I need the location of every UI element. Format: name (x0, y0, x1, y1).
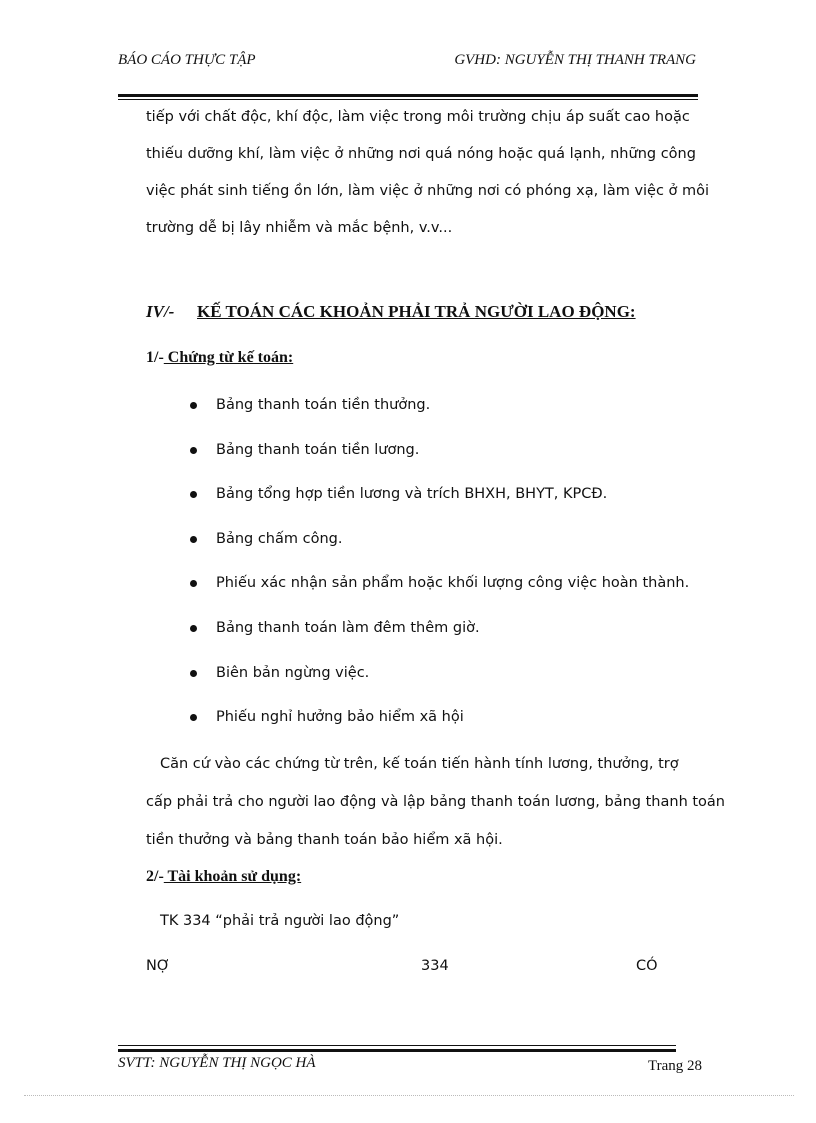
report-title: BÁO CÁO THỰC TẬP (118, 52, 256, 68)
subsection-title: Chứng từ kế toán: (163, 349, 294, 366)
intro-line: thiếu dưỡng khí, làm việc ở những nơi quá nóng hoặc quá lạnh, những công (146, 146, 696, 162)
subsection-number: 2/- (146, 868, 164, 885)
student-name: SVTT: NGUYỄN THỊ NGỌC HÀ (118, 1055, 316, 1071)
list-item: Bảng thanh toán tiền thưởng. (190, 390, 689, 435)
bullet-icon (190, 670, 197, 677)
basis-line: Căn cứ vào các chứng từ trên, kế toán tiến hành tính lương, thưởng, trợ (160, 756, 679, 772)
basis-paragraph (146, 745, 726, 859)
intro-line: trường dễ bị lây nhiễm và mắc bệnh, v.v... (146, 220, 453, 236)
subsection-documents-heading (146, 349, 293, 367)
subsection-title: Tài khoản sử dụng: (163, 868, 302, 885)
list-item: Bảng thanh toán tiền lương. (190, 435, 689, 480)
intro-line: tiếp với chất độc, khí độc, làm việc trong môi trường chịu áp suất cao hoặc (146, 109, 690, 125)
subsection-number: 1/- (146, 349, 164, 366)
list-item: Bảng chấm công. (190, 524, 689, 569)
page-header (118, 52, 696, 76)
bullet-icon (190, 580, 197, 587)
basis-line: tiền thưởng và bảng thanh toán bảo hiểm xã hội. (146, 832, 503, 848)
subsection-accounts-heading (146, 868, 301, 886)
account-number: 334 (421, 958, 449, 974)
footer-rule-thick (118, 1049, 676, 1052)
list-item: Bảng tổng hợp tiền lương và trích BHXH, BHYT, KPCĐ. (190, 479, 689, 524)
header-rule-thick (118, 94, 698, 97)
intro-paragraph (146, 99, 710, 247)
page-boundary (24, 1095, 794, 1096)
bullet-icon (190, 491, 197, 498)
list-item: Phiếu xác nhận sản phẩm hoặc khối lượng công việc hoàn thành. (190, 568, 689, 613)
bullet-icon (190, 402, 197, 409)
section-number: IV/- (146, 302, 175, 321)
intro-line: việc phát sinh tiếng ồn lớn, làm việc ở những nơi có phóng xạ, làm việc ở môi (146, 183, 710, 199)
bullet-icon (190, 447, 197, 454)
list-item: Phiếu nghỉ hưởng bảo hiểm xã hội (190, 702, 689, 747)
bullet-icon (190, 536, 197, 543)
bullet-icon (190, 714, 197, 721)
section-title: KẾ TOÁN CÁC KHOẢN PHẢI TRẢ NGƯỜI LAO ĐỘNG: (197, 302, 636, 321)
credit-label: CÓ (636, 958, 658, 974)
list-item: Biên bản ngừng việc. (190, 658, 689, 703)
section-heading (146, 302, 636, 322)
debit-label: NỢ (146, 958, 171, 974)
bullet-icon (190, 625, 197, 632)
documents-list (190, 390, 689, 747)
footer-rule-thin (118, 1045, 676, 1046)
basis-line: cấp phải trả cho người lao động và lập bảng thanh toán lương, bảng thanh toán (146, 794, 726, 810)
list-item: Bảng thanh toán làm đêm thêm giờ. (190, 613, 689, 658)
page-number: Trang 28 (648, 1058, 703, 1074)
supervisor-name: GVHD: NGUYỄN THỊ THANH TRANG (454, 52, 696, 68)
account-description: TK 334 “phải trả người lao động” (160, 913, 400, 929)
